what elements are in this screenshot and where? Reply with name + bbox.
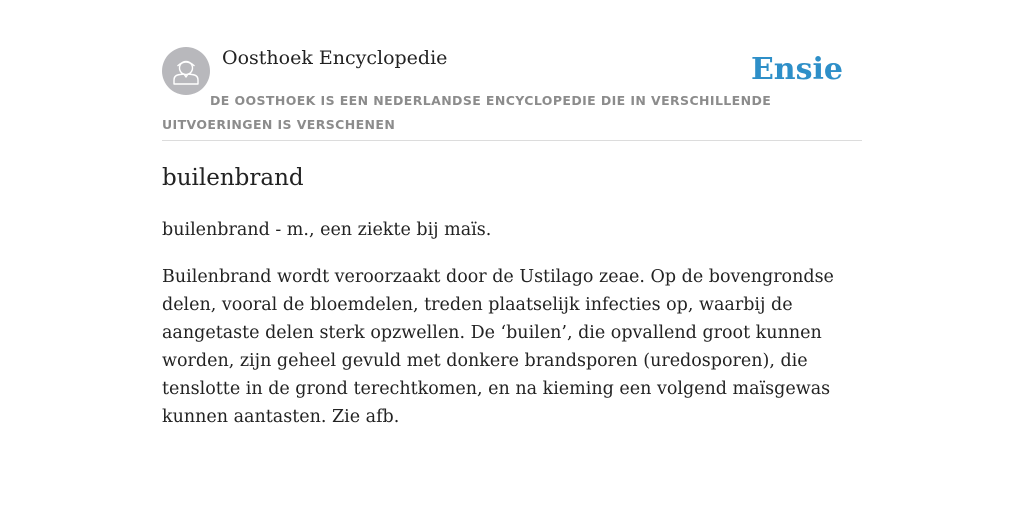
article-definition: builenbrand - m., een ziekte bij maïs. (162, 220, 492, 240)
brand-logo[interactable]: Ensie (750, 52, 843, 87)
page-header (162, 46, 862, 141)
article-title: builenbrand (162, 165, 304, 191)
article-body (162, 216, 842, 450)
source-avatar[interactable] (162, 47, 210, 95)
source-tagline: DE OOSTHOEK IS EEN NEDERLANDSE ENCYCLOPEDIE DIE IN VERSCHILLENDE UITVOERINGEN IS VERSCHENEN (162, 93, 772, 132)
user-silhouette-icon (162, 47, 210, 95)
article-paragraph: Builenbrand wordt veroorzaakt door de Ustilago zeae. Op de bovengrondse delen, vooral de bloemdelen, treden plaatselijk infecties op, waarbij de aangetaste delen sterk opzwellen. De ‘builen’, die opvallend groot kunnen worden, zijn geheel gevuld met donkere brandsporen (uredosporen), die tenslotte in de grond terechtkomen, en na kieming een volgend maïsgewas kunnen aantasten. Zie afb. (162, 267, 834, 427)
source-title[interactable]: Oosthoek Encyclopedie (222, 47, 448, 69)
